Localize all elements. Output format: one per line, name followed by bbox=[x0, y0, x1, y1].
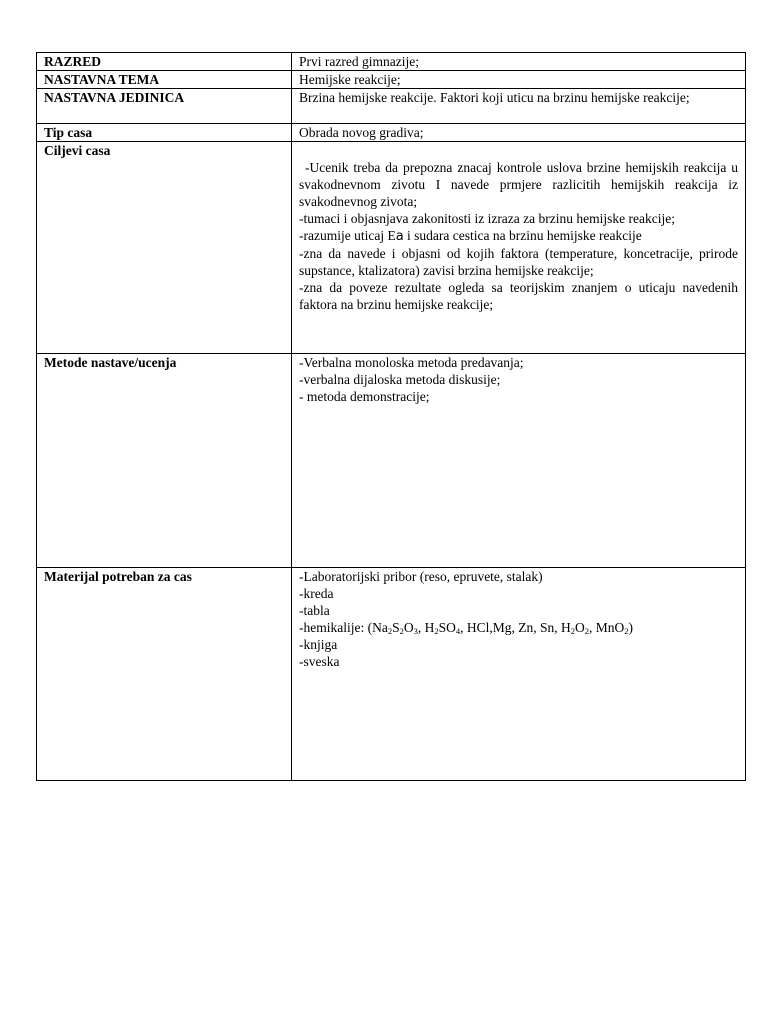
goals-list bbox=[292, 142, 746, 354]
row-label: NASTAVNA JEDINICA bbox=[37, 89, 292, 124]
method-item: -Verbalna monoloska metoda predavanja; bbox=[299, 355, 524, 370]
subscript: 3 bbox=[413, 626, 418, 636]
lesson-plan-table bbox=[36, 52, 746, 781]
subscript: 2 bbox=[387, 626, 393, 636]
chem-text: S bbox=[392, 620, 400, 635]
materials-label: Materijal potreban za cas bbox=[37, 568, 292, 781]
chem-text: , MnO bbox=[589, 620, 625, 635]
table-row bbox=[37, 89, 746, 124]
row-value: Brzina hemijske reakcije. Faktori koji uticu na brzinu hemijske reakcije; bbox=[292, 89, 746, 124]
methods-list bbox=[292, 354, 746, 568]
goal-item: -zna da poveze rezultate ogleda sa teorijskim znanjem o uticaju navedenih faktora na brzinu hemijske reakcije; bbox=[299, 280, 738, 312]
chem-text: ) bbox=[628, 620, 634, 635]
subscript: 2 bbox=[434, 626, 439, 636]
methods-row bbox=[37, 354, 746, 568]
material-item-chemicals bbox=[299, 619, 738, 636]
subscript: 2 bbox=[624, 626, 629, 636]
table-row bbox=[37, 124, 746, 142]
activation-energy-symbol: a bbox=[395, 229, 404, 244]
goals-row bbox=[37, 142, 746, 354]
material-item: -tabla bbox=[299, 603, 330, 618]
subscript: 2 bbox=[584, 626, 590, 636]
row-value: Obrada novog gradiva; bbox=[292, 124, 746, 142]
goal-text: i sudara cestica na brzinu hemijske reakcije bbox=[403, 228, 642, 243]
chem-text: -hemikalije: (Na bbox=[299, 620, 388, 635]
material-item: -knjiga bbox=[299, 637, 338, 652]
chem-text: , H bbox=[417, 620, 435, 635]
materials-row bbox=[37, 568, 746, 781]
goal-item-activation-energy bbox=[299, 227, 738, 245]
goals-label: Ciljevi casa bbox=[37, 142, 292, 354]
materials-list bbox=[292, 568, 746, 781]
table-row bbox=[37, 53, 746, 71]
row-label: Tip casa bbox=[37, 124, 292, 142]
chem-text: SO bbox=[438, 620, 456, 635]
goal-item: -zna da navede i objasni od kojih faktora (temperature, koncetracije, prirode supstance, ktalizatora) zavisi brzina hemijske reakcije; bbox=[299, 246, 738, 278]
row-value: Prvi razred gimnazije; bbox=[292, 53, 746, 71]
goal-item: -tumaci i objasnjava zakonitosti iz izraza za brzinu hemijske reakcije; bbox=[299, 211, 675, 226]
chem-text: , HCl,Mg, Zn, Sn, H bbox=[460, 620, 571, 635]
row-label: RAZRED bbox=[37, 53, 292, 71]
material-item: -kreda bbox=[299, 586, 334, 601]
subscript: 2 bbox=[399, 626, 404, 636]
row-value: Hemijske reakcije; bbox=[292, 71, 746, 89]
method-item: -verbalna dijaloska metoda diskusije; bbox=[299, 372, 501, 387]
chem-text: O bbox=[575, 620, 585, 635]
methods-label: Metode nastave/ucenja bbox=[37, 354, 292, 568]
subscript: 4 bbox=[455, 626, 461, 636]
table-row bbox=[37, 71, 746, 89]
chem-text: O bbox=[403, 620, 414, 635]
row-label: NASTAVNA TEMA bbox=[37, 71, 292, 89]
material-item: -Laboratorijski pribor (reso, epruvete, stalak) bbox=[299, 569, 543, 584]
subscript: 2 bbox=[570, 626, 576, 636]
method-item: - metoda demonstracije; bbox=[299, 389, 430, 404]
goal-text: -razumije uticaj E bbox=[299, 228, 396, 243]
material-item: -sveska bbox=[299, 654, 340, 669]
goal-item: -Ucenik treba da prepozna znacaj kontrole uslova brzine hemijskih reakcija u svakodnevnom zivotu I navede prmjere razlicitih hemijskih reakcija iz svakodnevnog zivota; bbox=[299, 160, 738, 209]
